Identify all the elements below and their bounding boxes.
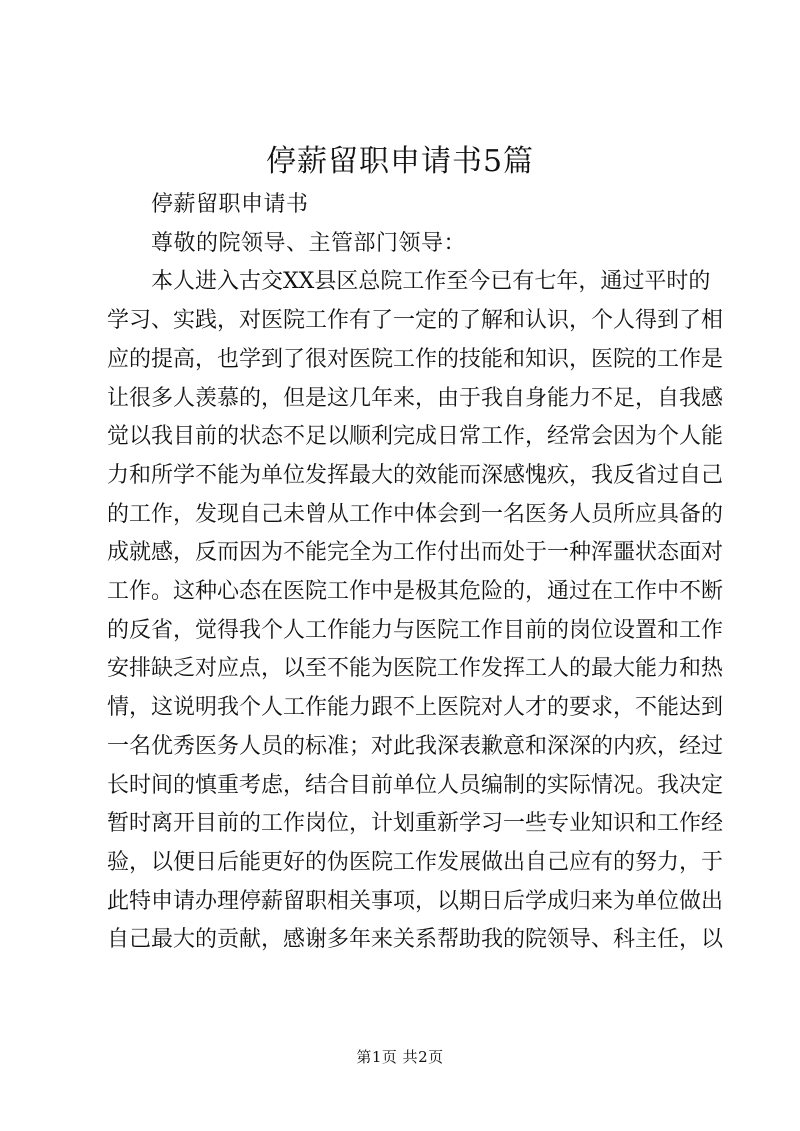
body-line: 工作。这种心态在医院工作中是极其危险的，通过在工作中不断: [107, 579, 724, 605]
body-line: 的反省，觉得我个人工作能力与医院工作目前的岗位设置和工作: [107, 617, 724, 643]
body-line: 应的提高，也学到了很对医院工作的技能和知识，医院的工作是: [107, 346, 724, 372]
body-line: 力和所学不能为单位发挥最大的效能而深感愧疚，我反省过自己: [107, 462, 724, 488]
document-title: 停薪留职申请书5篇: [265, 144, 535, 179]
body-line: 学习、实践，对医院工作有了一定的了解和认识，个人得到了相: [107, 308, 724, 334]
body-line: 情，这说明我个人工作能力跟不上医院对人才的要求，不能达到: [107, 695, 724, 721]
page-footer: 第1页 共2页: [356, 1048, 444, 1066]
body-line: 自己最大的贡献，感谢多年来关系帮助我的院领导、科主任，以: [107, 927, 724, 953]
body-line: 安排缺乏对应点，以至不能为医院工作发挥工人的最大能力和热: [107, 656, 724, 682]
body-line: 此特申请办理停薪留职相关事项，以期日后学成归来为单位做出: [107, 888, 724, 914]
body-line: 暂时离开目前的工作岗位，计划重新学习一些专业知识和工作经: [107, 811, 724, 837]
salutation: 尊敬的院领导、主管部门领导：: [151, 230, 467, 256]
body-line: 成就感，反而因为不能完全为工作付出而处于一种浑噩状态面对: [107, 540, 724, 566]
body-line: 让很多人羡慕的，但是这几年来，由于我自身能力不足，自我感: [107, 385, 724, 411]
body-line: 本人进入古交XX县区总院工作至今已有七年，通过平时的: [151, 269, 711, 295]
body-line: 觉以我目前的状态不足以顺利完成日常工作，经常会因为个人能: [107, 424, 724, 450]
body-line: 长时间的慎重考虑，结合目前单位人员编制的实际情况。我决定: [107, 772, 724, 798]
body-line: 一名优秀医务人员的标准；对此我深表歉意和深深的内疚，经过: [107, 733, 724, 759]
body-line: 的工作，发现自己未曾从工作中体会到一名医务人员所应具备的: [107, 501, 724, 527]
document-subtitle: 停薪留职申请书: [151, 192, 309, 217]
document-body: [107, 186, 724, 960]
body-line: 验，以便日后能更好的伪医院工作发展做出自己应有的努力，于: [107, 849, 724, 875]
